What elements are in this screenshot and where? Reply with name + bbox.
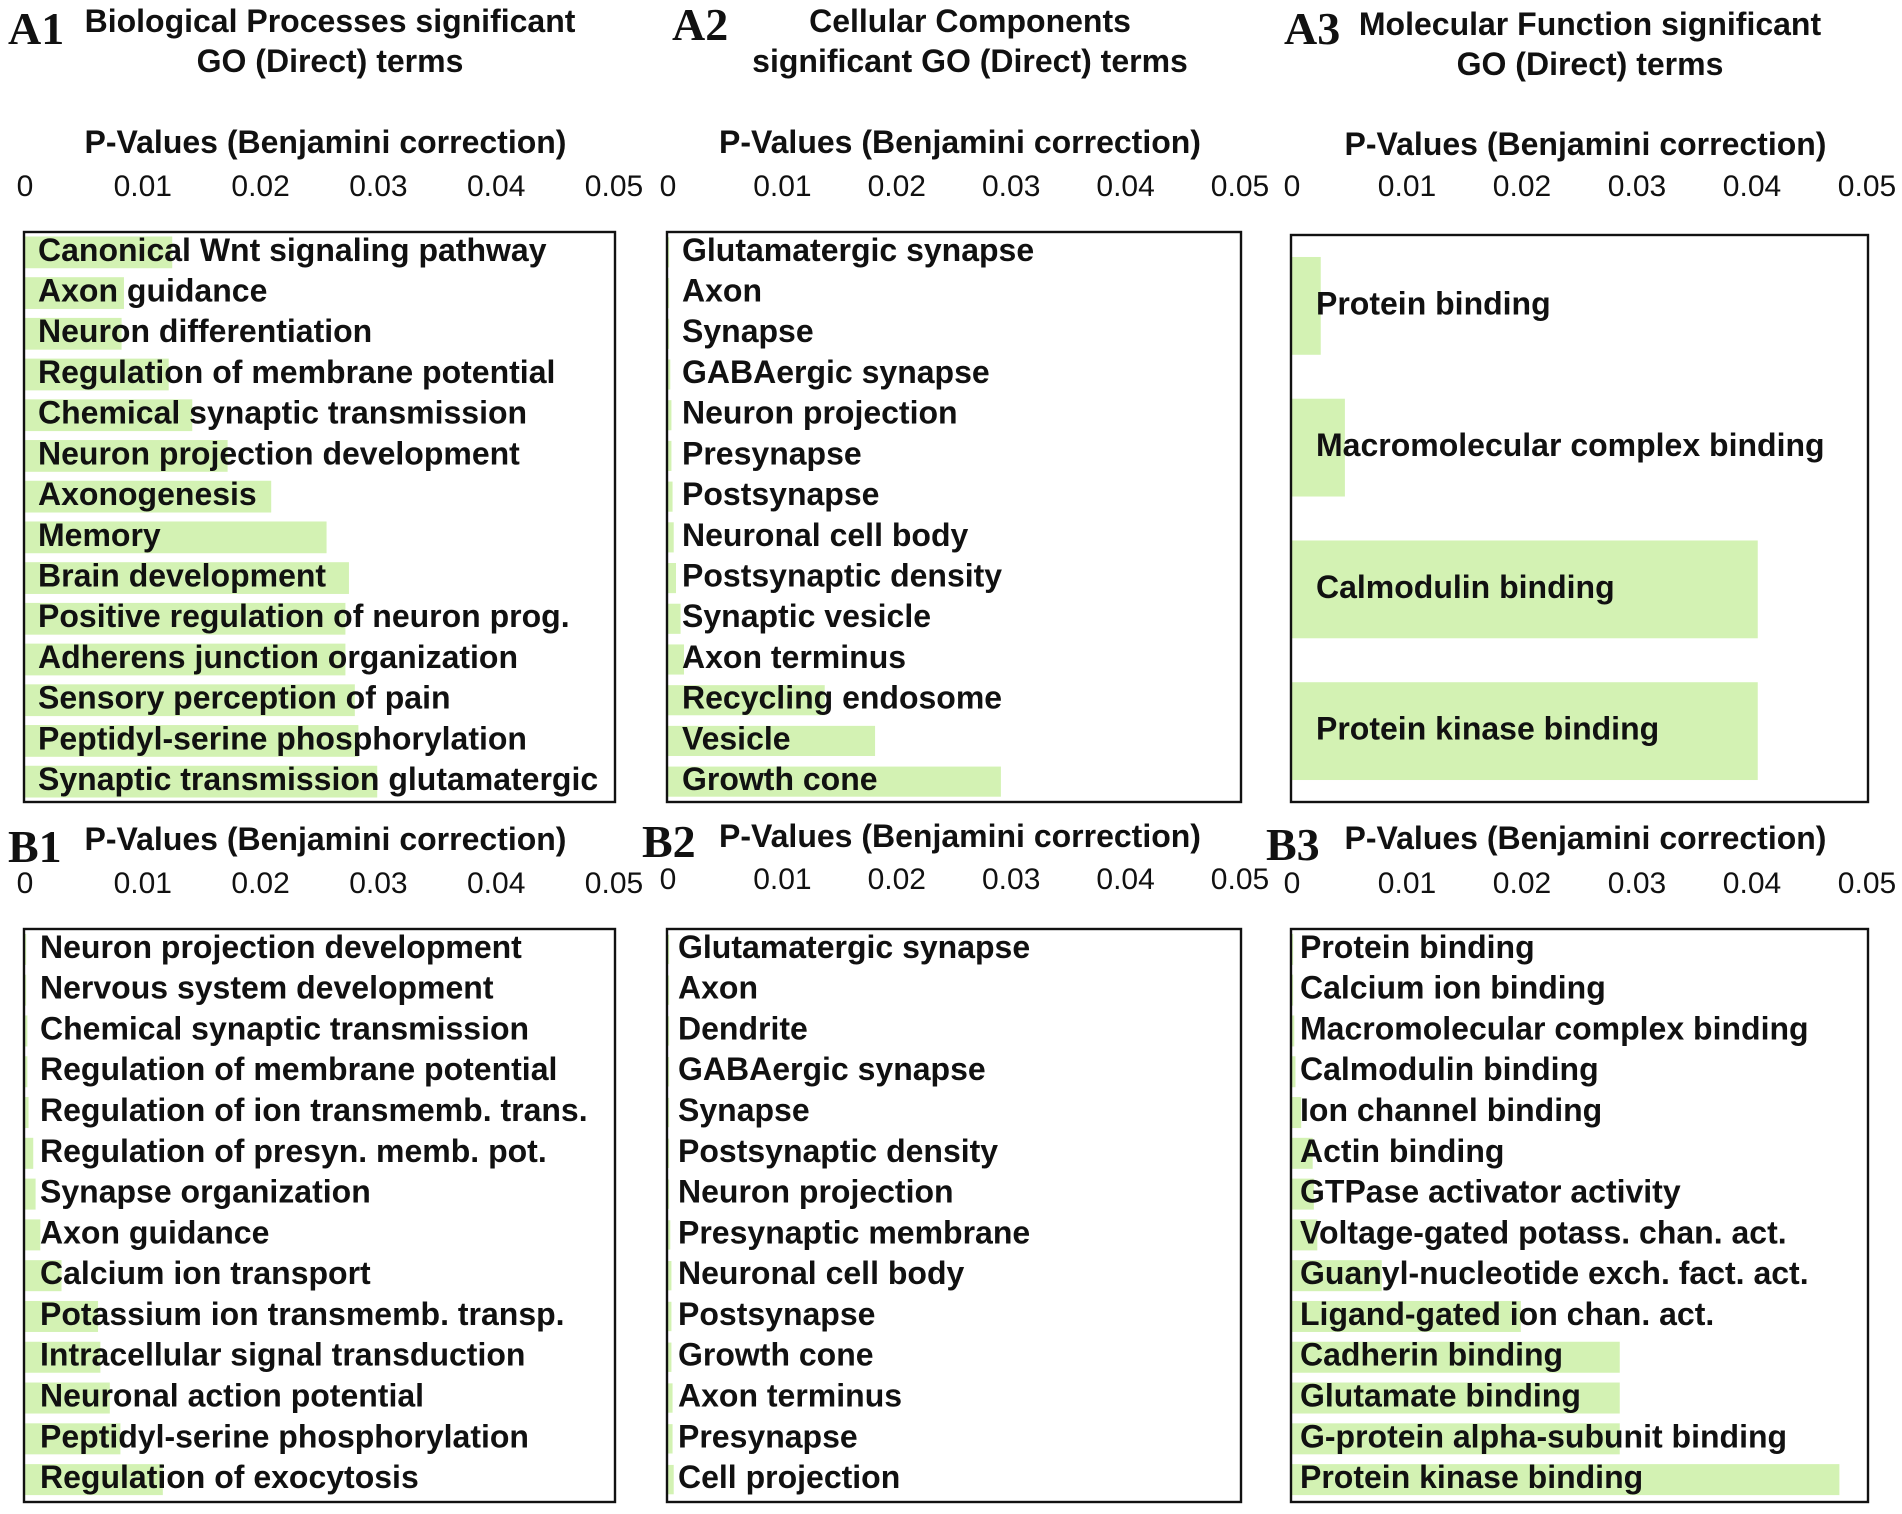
x-tick-label: 0.05 [1837,170,1897,203]
x-tick-label: 0.04 [1722,867,1782,900]
panel-b2 [642,816,1269,1502]
category-label: Regulation of ion transmemb. trans. [40,1091,588,1128]
bar [668,1302,671,1331]
panel-b3 [1266,819,1896,1502]
x-axis-label: P-Values (Benjamini correction) [1344,126,1827,162]
x-tick-label: 0.02 [231,170,290,203]
category-label: Neuron projection development [40,928,522,965]
category-label: Peptidyl-serine phosphorylation [38,720,527,757]
panel-title-line: Molecular Function significant [1358,6,1822,42]
category-label: Neuronal cell body [678,1255,965,1292]
category-label: Regulation of membrane potential [38,353,556,390]
category-label: Canonical Wnt signaling pathway [38,231,547,268]
panel-label: B1 [8,821,62,872]
x-tick-label: 0.03 [982,863,1041,896]
x-tick-label: 0.01 [753,170,812,203]
bar [668,482,673,512]
panel-title-line: Biological Processes significant [84,3,576,39]
x-tick-label: 0.05 [584,867,644,900]
x-axis-label: P-Values (Benjamini correction) [719,818,1201,854]
x-tick-label: 0.05 [1210,170,1270,203]
category-label: Adherens junction organization [38,638,519,675]
category-label: Memory [38,516,161,553]
panel-label: B3 [1266,819,1320,870]
x-tick-label: 0.02 [867,170,926,203]
bar [668,1220,670,1249]
bar [668,1424,673,1453]
category-label: Ligand-gated ion chan. act. [1300,1295,1715,1332]
x-tick-label: 0 [659,863,677,896]
x-tick-label: 0.04 [1096,863,1155,896]
bar [25,1179,36,1210]
bar [668,441,671,471]
x-tick-label: 0.01 [1377,867,1437,900]
panel-title-line: significant GO (Direct) terms [752,43,1188,79]
category-label: Glutamate binding [1300,1377,1581,1414]
bar [668,400,671,430]
bar [668,359,670,389]
category-label: Protein binding [1300,928,1535,965]
bar [25,1219,40,1250]
x-tick-label: 0 [659,170,677,203]
category-label: Regulation of membrane potential [40,1051,558,1088]
category-label: Peptidyl-serine phosphorylation [40,1418,529,1455]
x-tick-label: 0 [1283,170,1301,203]
category-label: Presynapse [678,1418,858,1455]
category-label: Potassium ion transmemb. transp. [40,1295,565,1332]
x-tick-label: 0 [1283,867,1301,900]
category-label: Neuron projection [682,394,958,431]
panel-title-line: GO (Direct) terms [196,43,464,79]
category-label: Neuron differentiation [38,313,373,350]
x-tick-label: 0.03 [349,867,408,900]
x-axis-label: P-Values (Benjamini correction) [84,124,567,160]
category-label: Axon guidance [38,272,268,309]
bar [25,1015,27,1046]
bar [668,1383,673,1412]
category-label: Chemical synaptic transmission [38,394,528,431]
bar [1292,1056,1295,1087]
x-tick-label: 0.03 [1607,170,1667,203]
category-label: Axonogenesis [38,476,257,513]
panel-b1 [8,821,643,1502]
panel-a3 [1284,3,1897,802]
category-label: Macromolecular complex binding [1300,1010,1809,1047]
panel-label: A2 [672,0,729,50]
x-tick-label: 0.01 [113,867,172,900]
bar [668,522,674,552]
x-tick-label: 0.02 [867,863,926,896]
category-label: Vesicle [682,720,791,757]
category-label: Axon [682,272,762,309]
category-label: Calcium ion binding [1300,969,1606,1006]
bar [668,1343,671,1372]
category-label: Neuron projection [678,1173,954,1210]
category-label: Brain development [38,557,327,594]
x-tick-label: 0.03 [1607,867,1667,900]
x-tick-label: 0.02 [231,867,290,900]
x-tick-label: 0.04 [467,867,526,900]
category-label: GTPase activator activity [1300,1173,1681,1210]
category-label: Macromolecular complex binding [1316,427,1825,464]
category-label: Protein binding [1316,285,1551,322]
category-label: Neuronal action potential [40,1377,425,1414]
category-label: Glutamatergic synapse [682,231,1035,268]
panel-a2 [660,0,1270,802]
category-label: Calmodulin binding [1316,568,1615,605]
category-label: Synapse [682,313,814,350]
category-label: Nervous system development [40,969,494,1006]
bar [25,1138,33,1169]
bar [668,604,681,634]
x-tick-label: 0.03 [982,170,1041,203]
category-label: Voltage-gated potass. chan. act. [1300,1214,1787,1251]
category-label: Ion channel binding [1300,1091,1603,1128]
category-label: Synaptic transmission glutamatergic [38,761,599,798]
panel-label: A3 [1284,3,1341,54]
panel-title-line: GO (Direct) terms [1456,46,1724,82]
category-label: Glutamatergic synapse [678,928,1031,965]
x-tick-label: 0.03 [349,170,408,203]
category-label: Synapse [678,1091,810,1128]
bar [668,1465,674,1494]
x-tick-label: 0 [16,170,34,203]
category-label: Growth cone [678,1336,874,1373]
category-label: Calmodulin binding [1300,1051,1599,1088]
category-label: Presynapse [682,435,862,472]
category-label: Axon guidance [40,1214,270,1251]
category-label: Regulation of presyn. memb. pot. [40,1132,547,1169]
category-label: Postsynaptic density [678,1132,999,1169]
category-label: Neuronal cell body [682,516,969,553]
category-label: Guanyl-nucleotide exch. fact. act. [1300,1255,1809,1292]
panel-a1 [8,3,643,802]
category-label: Axon terminus [682,638,907,675]
bar [25,1097,29,1128]
bar [668,563,676,593]
panel-title-line: Cellular Components [809,3,1131,39]
category-label: Actin binding [1300,1132,1505,1169]
category-label: Postsynapse [682,476,880,513]
category-label: Positive regulation of neuron prog. [38,598,570,635]
panel-label: A1 [8,3,65,54]
x-tick-label: 0.01 [113,170,172,203]
category-label: Cadherin binding [1300,1336,1564,1373]
category-label: Chemical synaptic transmission [40,1010,530,1047]
x-tick-label: 0.04 [1722,170,1782,203]
x-tick-label: 0.02 [1492,170,1552,203]
x-tick-label: 0.02 [1492,867,1552,900]
category-label: Postsynapse [678,1295,876,1332]
category-label: GABAergic synapse [678,1051,986,1088]
x-tick-label: 0.05 [1837,867,1897,900]
category-label: Growth cone [682,761,878,798]
bar [668,1261,671,1290]
x-tick-label: 0.04 [1096,170,1155,203]
category-label: Synapse organization [40,1173,371,1210]
category-label: Sensory perception of pain [38,679,451,716]
category-label: Dendrite [678,1010,808,1047]
x-tick-label: 0.05 [1210,863,1270,896]
x-axis-label: P-Values (Benjamini correction) [84,821,567,857]
category-label: Axon terminus [678,1377,903,1414]
category-label: G-protein alpha-subunit binding [1300,1418,1788,1455]
bar [25,1056,27,1087]
bar [1292,1015,1294,1046]
category-label: Calcium ion transport [40,1255,371,1292]
category-label: Regulation of exocytosis [40,1459,419,1496]
x-tick-label: 0.05 [584,170,644,203]
x-tick-label: 0.04 [467,170,526,203]
category-label: Postsynaptic density [682,557,1003,594]
category-label: Presynaptic membrane [678,1214,1031,1251]
category-label: Protein kinase binding [1300,1459,1644,1496]
category-label: Neuron projection development [38,435,520,472]
category-label: Intracellular signal transduction [40,1336,526,1373]
category-label: Synaptic vesicle [682,598,932,635]
category-label: Protein kinase binding [1316,710,1660,747]
category-label: Recycling endosome [682,679,1003,716]
x-axis-label: P-Values (Benjamini correction) [1344,820,1827,856]
category-label: Cell projection [678,1459,901,1496]
panel-label: B2 [642,816,696,867]
category-label: GABAergic synapse [682,353,990,390]
x-tick-label: 0 [16,867,34,900]
category-label: Axon [678,969,758,1006]
x-tick-label: 0.01 [1377,170,1437,203]
x-tick-label: 0.01 [753,863,812,896]
x-axis-label: P-Values (Benjamini correction) [719,124,1201,160]
